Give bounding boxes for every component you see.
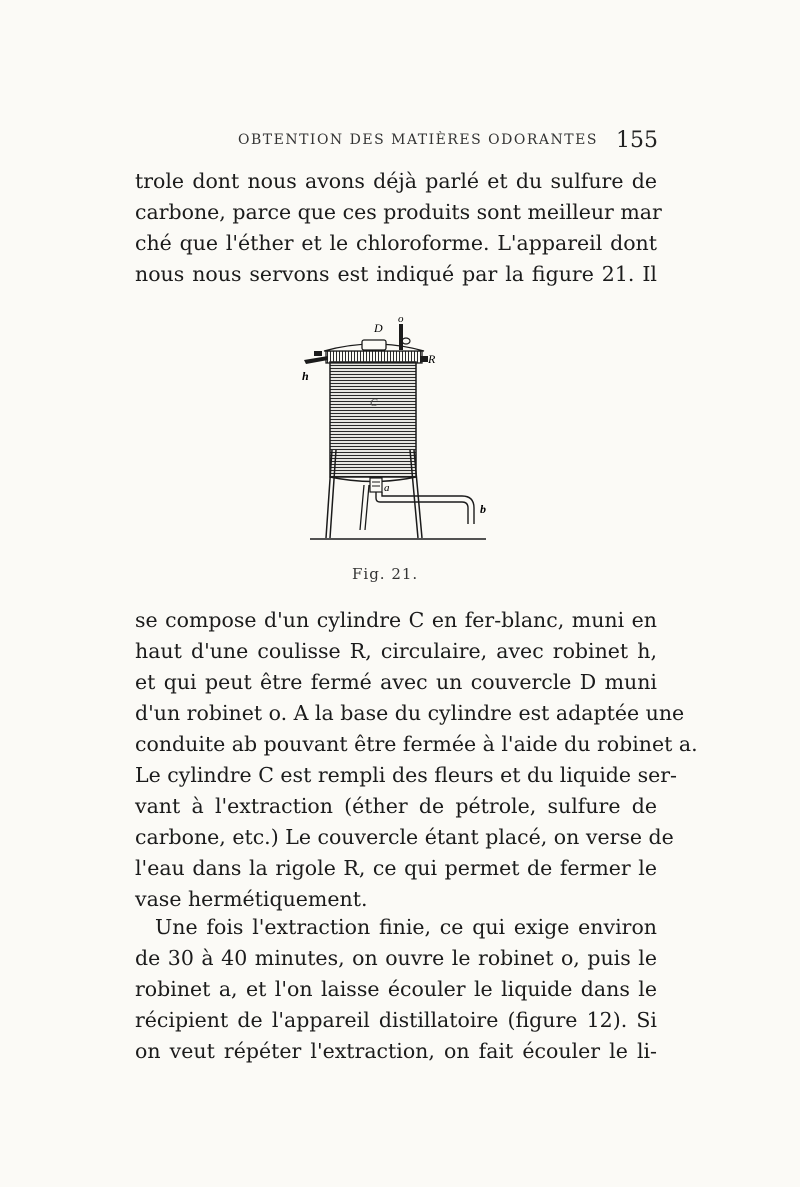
leg-left (326, 450, 336, 538)
apparatus-illustration (290, 310, 500, 550)
paragraph-top (135, 166, 662, 290)
text-line: robinet a, et l'on laisse écouler le liquide dans le (135, 977, 657, 1001)
tap-a (370, 478, 382, 492)
rim-tab-right (420, 356, 428, 362)
text-line: vase hermétiquement. (135, 887, 368, 911)
label-d: D (374, 321, 383, 335)
figure-caption: Fig. 21. (352, 565, 419, 583)
text-line: nous nous servons est indiqué par la figure 21. Il (135, 262, 657, 286)
cylinder-c (330, 362, 416, 477)
text-line: Une fois l'extraction finie, ce qui exige environ (155, 915, 657, 939)
tap-h (304, 356, 328, 364)
text-line: on veut répéter l'extraction, on fait écouler le li- (135, 1039, 657, 1063)
text-line: récipient de l'appareil distillatoire (figure 12). Si (135, 1008, 657, 1032)
text-line: vant à l'extraction (éther de pétrole, sulfure de (135, 794, 657, 818)
label-a: a (384, 482, 390, 494)
text-line: haut d'une coulisse R, circulaire, avec robinet h, (135, 639, 657, 663)
text-line: l'eau dans la rigole R, ce qui permet de fermer le (135, 856, 657, 880)
label-b: b (480, 502, 486, 516)
paragraph-middle (135, 605, 698, 915)
text-line: ché que l'éther et le chloroforme. L'appareil dont (135, 231, 657, 255)
text-line: trole dont nous avons déjà parlé et du sulfure de (135, 169, 657, 193)
running-title: OBTENTION DES MATIÈRES ODORANTES (238, 132, 598, 148)
text-line: d'un robinet o. A la base du cylindre est adaptée une (135, 701, 685, 725)
text-line: Le cylindre C est rempli des fleurs et du liquide ser- (135, 763, 677, 787)
text-line: conduite ab pouvant être fermée à l'aide du robinet a. (135, 732, 698, 756)
label-h: h (302, 369, 309, 383)
text-line: et qui peut être fermé avec un couvercle D muni (135, 670, 657, 694)
paragraph-bottom (135, 912, 657, 1067)
label-o: o (398, 313, 404, 325)
figure-21-apparatus (290, 310, 500, 550)
tap-o-handle (402, 338, 410, 344)
text-line: carbone, parce que ces produits sont meilleur mar (135, 200, 662, 224)
label-r: R (428, 352, 436, 366)
text-line: de 30 à 40 minutes, on ouvre le robinet o, puis le (135, 946, 657, 970)
tap-h-handle (314, 351, 322, 356)
tap-o (399, 324, 403, 350)
conduit-ab (376, 492, 468, 524)
text-line: carbone, etc.) Le couvercle étant placé, on verse de (135, 825, 674, 849)
coulisse-r (326, 351, 422, 363)
label-c: C (370, 397, 378, 409)
text-line: se compose d'un cylindre C en fer-blanc, muni en (135, 608, 657, 632)
running-head (238, 128, 658, 152)
lid-knob (362, 340, 386, 350)
leg-middle (360, 485, 369, 530)
page-number: 155 (616, 128, 658, 153)
